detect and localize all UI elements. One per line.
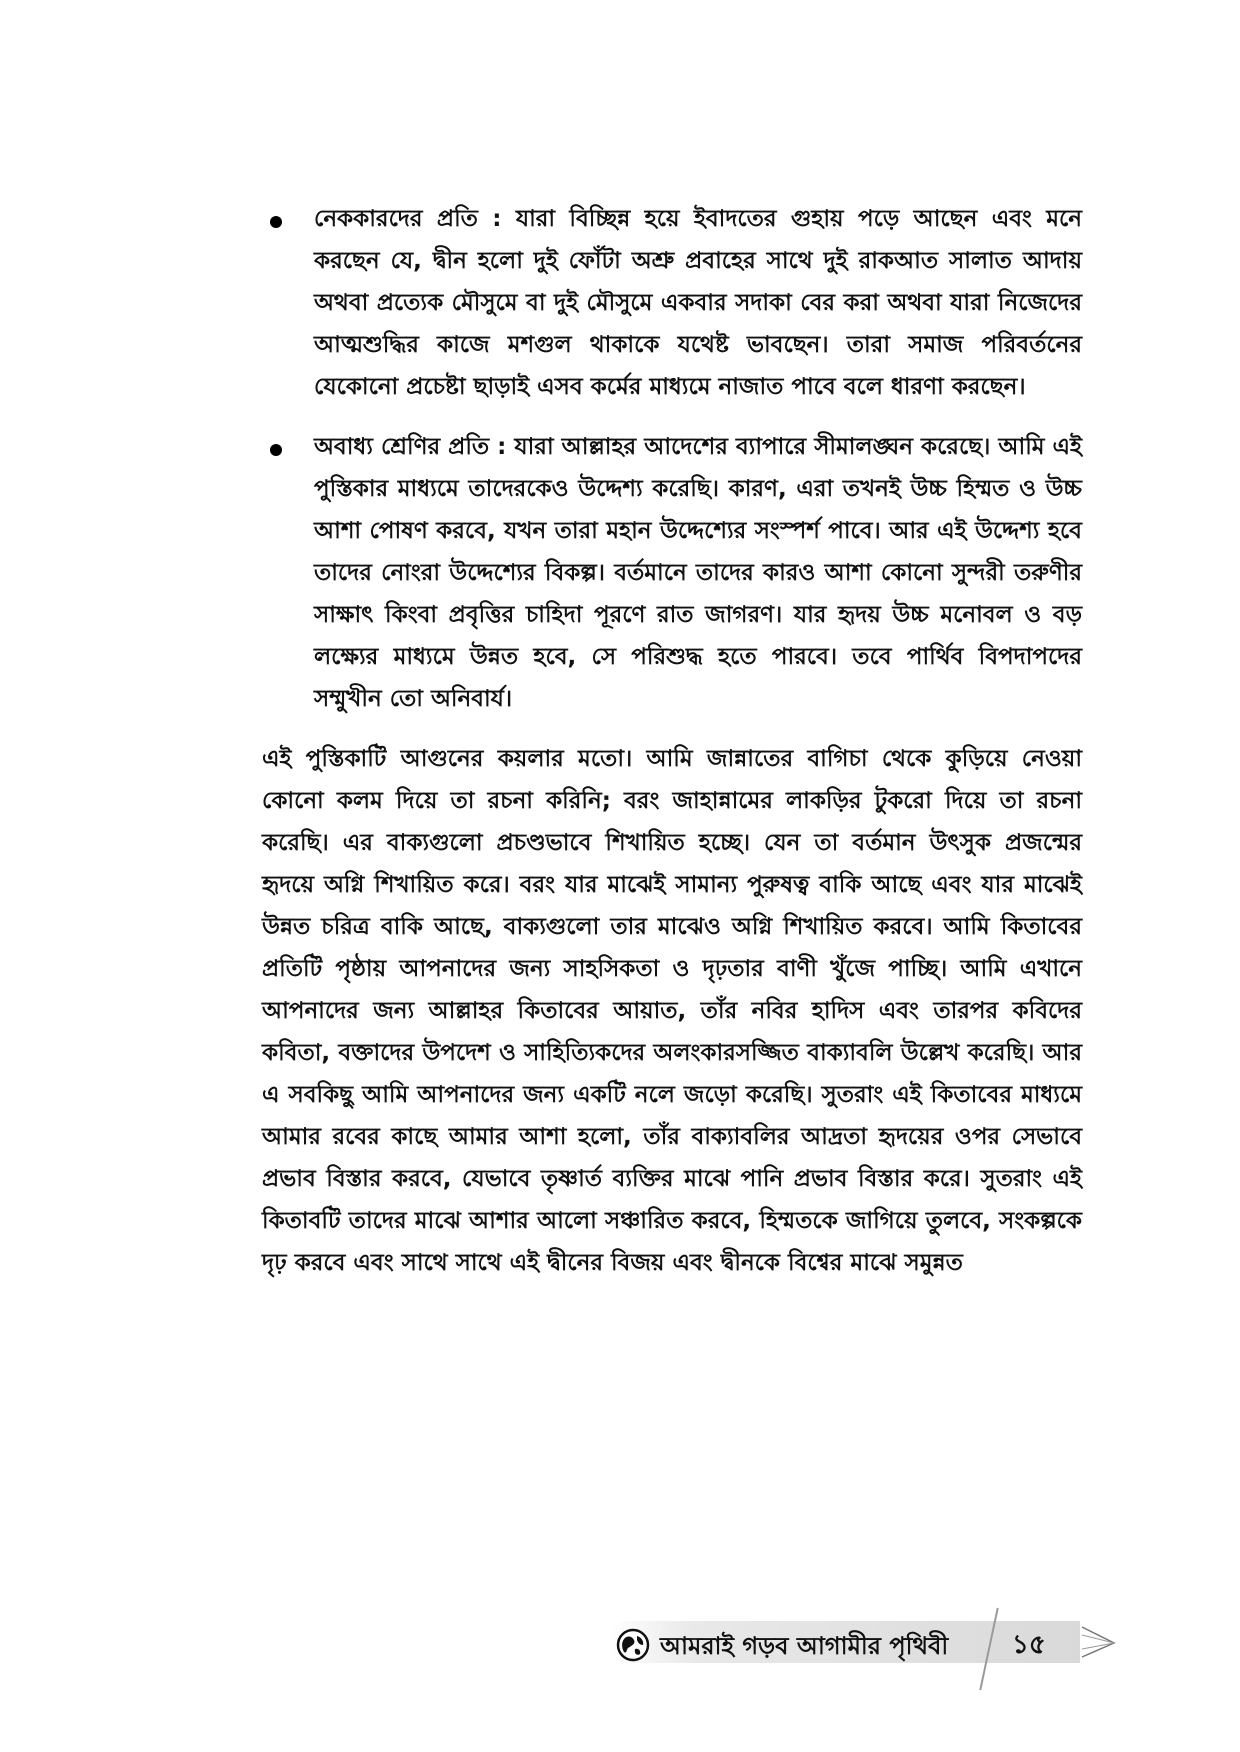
bullet-item-righteous: [262, 198, 1082, 408]
footer-divider: [979, 1608, 998, 1691]
bullet-dot-icon: [270, 216, 282, 228]
page-number: ১৫: [1012, 1630, 1046, 1660]
bullet-text: অবাধ্য শ্রেণির প্রতি : যারা আল্লাহর আদেশের ব্যাপারে সীমালঙ্ঘন করেছে। আমি এই পুস্তিকার মাধ্যমে তাদেরকেও উদ্দেশ্য করেছি। কারণ, এরা তখনই উচ্চ হিম্মত ও উচ্চ আশা পোষণ করবে, যখন তারা মহান উদ্দেশ্যের সংস্পর্শ পাবে। আর এই উদ্দেশ্য হবে তাদের নোংরা উদ্দেশ্যের বিকল্প। বর্তমানে তাদের কারও আশা কোনো সুন্দরী তরুণীর সাক্ষাৎ কিংবা প্রবৃত্তির চাহিদা পূরণে রাত জাগরণ। যার হৃদয় উচ্চ মনোবল ও বড় লক্ষ্যের মাধ্যমে উন্নত হবে, সে পরিশুদ্ধ হতে পারবে। তবে পার্থিব বিপদাপদের সম্মুখীন তো অনিবার্য।: [314, 434, 1083, 712]
bullet-item-disobedient: [262, 426, 1082, 720]
globe-icon: [616, 1628, 650, 1662]
corner-mark-icon: [1078, 1621, 1118, 1663]
bullet-text: নেককারদের প্রতি : যারা বিচ্ছিন্ন হয়ে ইবাদতের গুহায় পড়ে আছেন এবং মনে করছেন যে, দ্বীন হলো দুই ফোঁটা অশ্রু প্রবাহের সাথে দুই রাকআত সালাত আদায় অথবা প্রত্যেক মৌসুমে বা দুই মৌসুমে একবার সদাকা বের করা অথবা যারা নিজেদের আত্মশুদ্ধির কাজে মশগুল থাকাকে যথেষ্ট ভাবছেন। তারা সমাজ পরিবর্তনের যেকোনো প্রচেষ্টা ছাড়াই এসব কর্মের মাধ্যমে নাজাত পাবে বলে ধারণা করছেন।: [314, 206, 1082, 400]
bullet-dot-icon: [270, 444, 282, 456]
book-title: আমরাই গড়ব আগামীর পৃথিবী: [660, 1632, 949, 1660]
bullet-list: [262, 198, 1082, 720]
page-content: [262, 198, 1082, 1284]
main-paragraph: এই পুস্তিকাটি আগুনের কয়লার মতো। আমি জান্নাতের বাগিচা থেকে কুড়িয়ে নেওয়া কোনো কলম দিয়ে তা রচনা করিনি; বরং জাহান্নামের লাকড়ির টুকরো দিয়ে তা রচনা করেছি। এর বাক্যগুলো প্রচণ্ডভাবে শিখায়িত হচ্ছে। যেন তা বর্তমান উৎসুক প্রজন্মের হৃদয়ে অগ্নি শিখায়িত করে। বরং যার মাঝেই সামান্য পুরুষত্ব বাকি আছে এবং যার মাঝেই উন্নত চরিত্র বাকি আছে, বাক্যগুলো তার মাঝেও অগ্নি শিখায়িত করবে। আমি কিতাবের প্রতিটি পৃষ্ঠায় আপনাদের জন্য সাহসিকতা ও দৃঢ়তার বাণী খুঁজে পাচ্ছি। আমি এখানে আপনাদের জন্য আল্লাহর কিতাবের আয়াত, তাঁর নবির হাদিস এবং তারপর কবিদের কবিতা, বক্তাদের উপদেশ ও সাহিত্যিকদের অলংকারসজ্জিত বাক্যাবলি উল্লেখ করেছি। আর এ সবকিছু আমি আপনাদের জন্য একটি নলে জড়ো করেছি। সুতরাং এই কিতাবের মাধ্যমে আমার রবের কাছে আমার আশা হলো, তাঁর বাক্যাবলির আদ্রতা হৃদয়ের ওপর সেভাবে প্রভাব বিস্তার করবে, যেভাবে তৃষ্ণার্ত ব্যক্তির মাঝে পানি প্রভাব বিস্তার করে। সুতরাং এই কিতাবটি তাদের মাঝে আশার আলো সঞ্চারিত করবে, হিম্মতকে জাগিয়ে তুলবে, সংকল্পকে দৃঢ় করবে এবং সাথে সাথে এই দ্বীনের বিজয় এবং দ্বীনকে বিশ্বের মাঝে সমুন্নত: [262, 746, 1082, 1276]
footer-band: [608, 1621, 1080, 1663]
page-footer: [608, 1617, 1118, 1667]
